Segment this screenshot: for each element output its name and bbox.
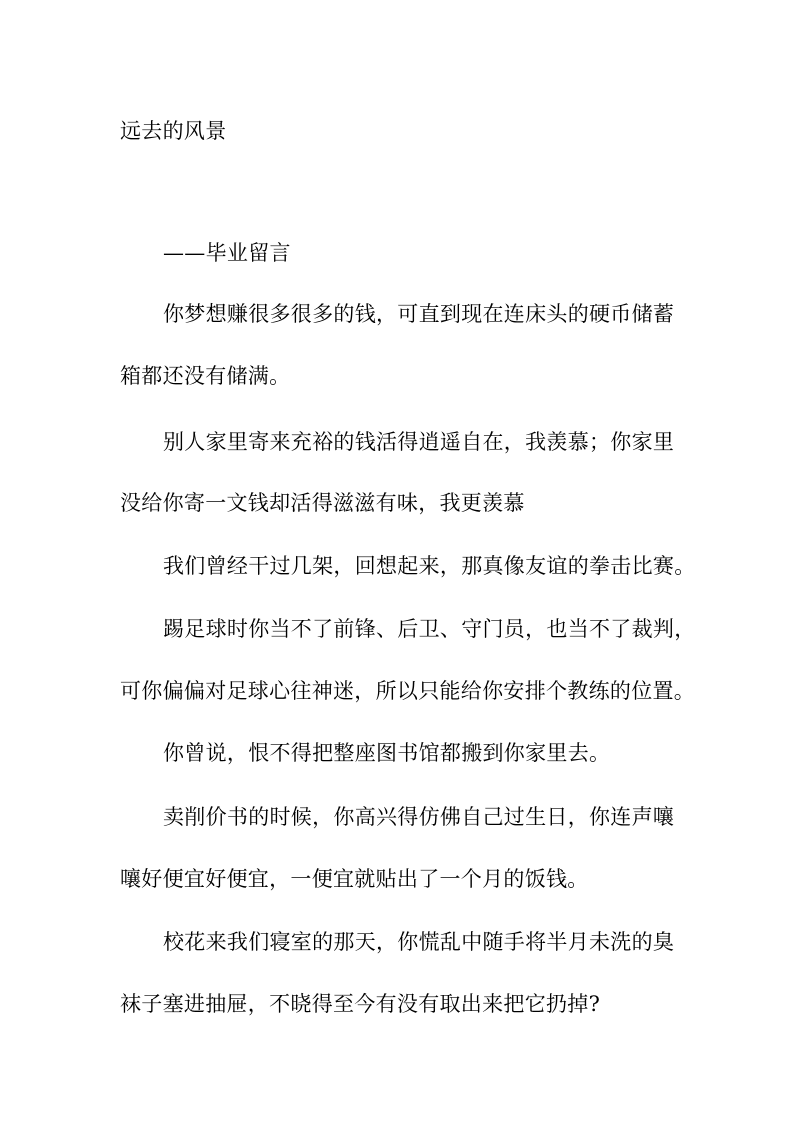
- paragraph-line: 袜子塞进抽屉，不晓得至今有没有取出来把它扔掉?: [120, 992, 601, 1016]
- paragraph-line: 没给你寄一文钱却活得滋滋有味，我更羡慕: [120, 491, 525, 515]
- paragraph-line: 别人家里寄来充裕的钱活得逍遥自在，我羡慕；你家里: [163, 430, 675, 454]
- paragraph-line: 嚷好便宜好便宜，一便宜就贴出了一个月的饭钱。: [120, 867, 589, 891]
- paragraph-line: 可你偏偏对足球心往神迷，所以只能给你安排个教练的位置。: [120, 679, 696, 703]
- paragraph-line: 你曾说，恨不得把整座图书馆都搬到你家里去。: [163, 741, 611, 765]
- paragraph-line: 校花来我们寝室的那天，你慌乱中随手将半月未洗的臭: [163, 930, 675, 954]
- paragraph-line: 你梦想赚很多很多的钱，可直到现在连床头的硬币储蓄: [163, 302, 675, 326]
- document-subtitle: ——毕业留言: [163, 241, 291, 265]
- paragraph-line: 箱都还没有储满。: [120, 364, 291, 388]
- document-title: 远去的风景: [120, 119, 227, 143]
- paragraph-line: 踢足球时你当不了前锋、后卫、守门员，也当不了裁判，: [163, 617, 696, 641]
- paragraph-line: 我们曾经干过几架，回想起来，那真像友谊的拳击比赛。: [163, 554, 696, 578]
- paragraph-line: 卖削价书的时候，你高兴得仿佛自己过生日，你连声嚷: [163, 805, 675, 829]
